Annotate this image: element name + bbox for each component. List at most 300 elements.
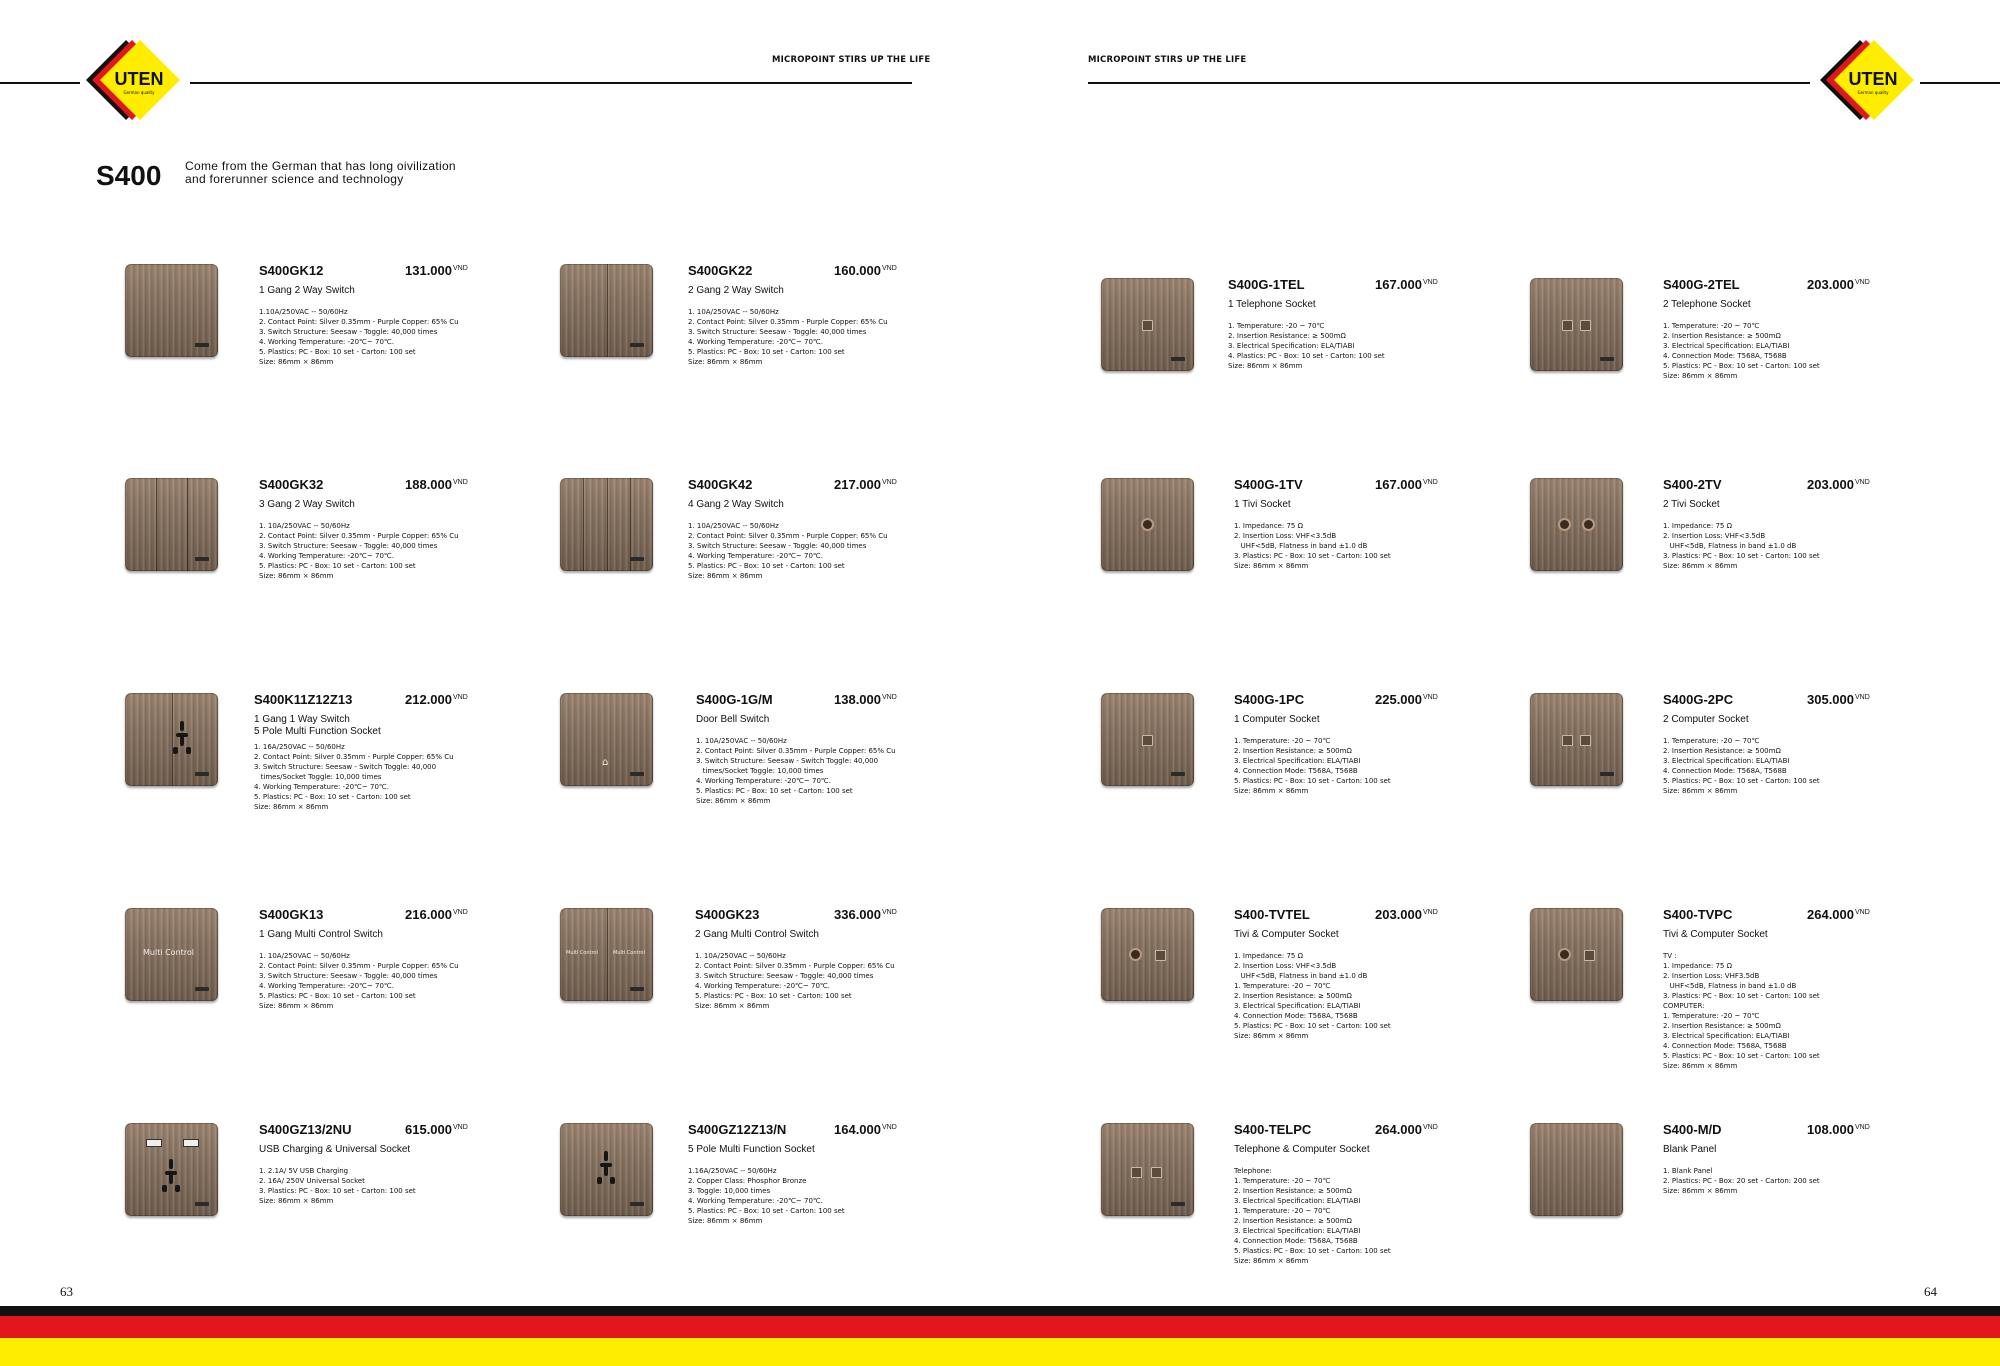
price-currency: VND [453, 478, 468, 486]
spec-line: 3. Electrical Specification: ELA/TIABI [1663, 1032, 1790, 1040]
spec-line: Telephone: [1234, 1167, 1272, 1175]
price-currency: VND [882, 1123, 897, 1131]
spec-line: 2. Contact Point: Silver 0.35mm - Purple Copper: 65% Cu [688, 318, 888, 326]
spec-line: 3. Electrical Specification: ELA/TIABI [1234, 1197, 1361, 1205]
spec-line: 5. Plastics: PC - Box: 10 set - Carton: 100 set [688, 562, 845, 570]
product-name-line: 2 Gang Multi Control Switch [695, 929, 819, 940]
product-price [1375, 692, 1438, 707]
product-name [1663, 1144, 1716, 1156]
product-image [1530, 478, 1623, 571]
spec-line: Size: 86mm × 86mm [1663, 1062, 1738, 1070]
spec-line: times/Socket Toggle: 10,000 times [696, 767, 824, 775]
price-currency: VND [1423, 478, 1438, 486]
product-name-line: Tivi & Computer Socket [1234, 929, 1339, 940]
price-value: 203.000 [1807, 277, 1854, 292]
spec-line: 2. Insertion Loss: VHF<3.5dB [1234, 962, 1337, 970]
spec-line: Size: 86mm × 86mm [259, 572, 334, 580]
price-value: 164.000 [834, 1122, 881, 1137]
page-number-left: 63 [60, 1284, 73, 1299]
spec-line: 1. Impedance: 75 Ω [1234, 952, 1303, 960]
spec-line: 3. Switch Structure: Seesaw - Toggle: 40,000 times [688, 328, 867, 336]
spec-line: 3. Switch Structure: Seesaw - Switch Toggle: 40,000 [696, 757, 879, 765]
product-image [125, 693, 218, 786]
plate-label: Multi Control [566, 950, 598, 956]
product-price [1807, 907, 1870, 922]
spec-line: 2. Plastics: PC - Box: 20 set - Carton: 200 set [1663, 1177, 1820, 1185]
spec-line: 4. Connection Mode: T568A, T568B [1663, 767, 1787, 775]
indicator-led [630, 987, 644, 991]
product-name [259, 285, 355, 297]
product-image [1101, 478, 1194, 571]
socket-pin [604, 1166, 608, 1176]
uten-logo-left [82, 30, 192, 140]
price-currency: VND [453, 264, 468, 272]
product-name [1663, 299, 1751, 311]
spec-line: Size: 86mm × 86mm [1663, 787, 1738, 795]
spec-line: 2. Insertion Resistance: ≥ 500mΩ [1234, 1217, 1352, 1225]
spec-line: 1. Temperature: -20 ~ 70℃ [1228, 322, 1325, 330]
product-image [1530, 278, 1623, 371]
product-name-line: 1 Gang Multi Control Switch [259, 929, 383, 940]
gang-seam [607, 908, 608, 1001]
product-price [834, 907, 897, 922]
spec-line: UHF<5dB, Flatness in band ±1.0 dB [1234, 542, 1368, 550]
product-price [834, 692, 897, 707]
product-specs [1663, 1166, 1820, 1196]
spec-line: Size: 86mm × 86mm [254, 803, 329, 811]
price-currency: VND [1423, 1123, 1438, 1131]
spec-line: 1. Temperature: -20 ~ 70℃ [1234, 982, 1331, 990]
product-name-line: Telephone & Computer Socket [1234, 1144, 1370, 1155]
product-code: S400G-1TEL [1228, 277, 1305, 292]
price-currency: VND [1423, 278, 1438, 286]
spec-line: 2. Insertion Resistance: ≥ 500mΩ [1234, 1187, 1352, 1195]
product-code: S400G-1PC [1234, 692, 1305, 707]
socket-pin [604, 1151, 608, 1161]
product-name [259, 929, 383, 941]
product-code: S400-TELPC [1234, 1122, 1312, 1137]
spec-line: UHF<5dB, Flatness in band ±1.0 dB [1234, 972, 1368, 980]
product-name [259, 1144, 410, 1156]
spec-line: 5. Plastics: PC - Box: 10 set - Carton: 100 set [695, 992, 852, 1000]
price-value: 217.000 [834, 477, 881, 492]
product-price [405, 263, 468, 278]
spec-line: COMPUTER: [1663, 1002, 1705, 1010]
price-currency: VND [1855, 278, 1870, 286]
series-description-line-1: Come from the German that has long oivilization [185, 159, 456, 173]
product-price [834, 477, 897, 492]
logo-subtext: German quality [123, 90, 155, 95]
spec-line: 4. Connection Mode: T568A, T568B [1234, 1012, 1358, 1020]
product-code: S400GK23 [695, 907, 760, 922]
logo-subtext: German quality [1857, 90, 1889, 95]
price-currency: VND [1423, 908, 1438, 916]
product-image [560, 693, 653, 786]
spec-line: 4. Connection Mode: T568A, T568B [1234, 767, 1358, 775]
indicator-led [195, 987, 209, 991]
product-price [405, 692, 468, 707]
spec-line: 1. Temperature: -20 ~ 70℃ [1663, 1012, 1760, 1020]
product-code: S400GK13 [259, 907, 324, 922]
spec-line: 1. Temperature: -20 ~ 70℃ [1663, 322, 1760, 330]
uten-logo-right [1816, 30, 1926, 140]
telephone-port [1131, 1167, 1142, 1178]
tv-coax-port [1582, 518, 1595, 531]
spec-line: 2. 16A/ 250V Universal Socket [259, 1177, 365, 1185]
product-image [125, 908, 218, 1001]
spec-line: 3. Switch Structure: Seesaw - Toggle: 40,000 times [259, 972, 438, 980]
product-name [1234, 499, 1291, 511]
header-rule-left-long [190, 82, 912, 84]
flag-stripe-red [0, 1316, 2000, 1338]
spec-line: 1.16A/250VAC -- 50/60Hz [688, 1167, 777, 1175]
tv-coax-port [1558, 948, 1571, 961]
spec-line: Size: 86mm × 86mm [1663, 372, 1738, 380]
product-name-line: 4 Gang 2 Way Switch [688, 499, 784, 510]
product-code: S400GZ12Z13/N [688, 1122, 787, 1137]
bell-icon: ⌂ [602, 757, 609, 768]
socket-pin [597, 1177, 602, 1184]
spec-line: Size: 86mm × 86mm [1234, 787, 1309, 795]
spec-line: 5. Plastics: PC - Box: 10 set - Carton: 100 set [696, 787, 853, 795]
flag-stripe-yellow [0, 1338, 2000, 1366]
product-image [1530, 693, 1623, 786]
spec-line: 1. Impedance: 75 Ω [1663, 962, 1732, 970]
spec-line: 3. Plastics: PC - Box: 10 set - Carton: 100 set [1663, 552, 1820, 560]
logo-text: UTEN [1848, 69, 1898, 89]
product-specs [259, 521, 459, 581]
product-name [688, 1144, 815, 1156]
product-price [1375, 477, 1438, 492]
socket-pin [173, 747, 178, 754]
spec-line: Size: 86mm × 86mm [696, 797, 771, 805]
series-description-line-2: and forerunner science and technology [185, 172, 404, 186]
product-image [125, 1123, 218, 1216]
spec-line: 2. Contact Point: Silver 0.35mm - Purple Copper: 65% Cu [259, 962, 459, 970]
usb-port [146, 1139, 162, 1147]
spec-line: 3. Switch Structure: Seesaw - Toggle: 40,000 times [259, 542, 438, 550]
socket-pin [180, 736, 184, 746]
product-price [1375, 1122, 1438, 1137]
spec-line: Size: 86mm × 86mm [1234, 1257, 1309, 1265]
indicator-led [630, 1202, 644, 1206]
product-name-line: Tivi & Computer Socket [1663, 929, 1768, 940]
product-specs [688, 307, 888, 367]
spec-line: Size: 86mm × 86mm [688, 358, 763, 366]
product-name-line: 1 Gang 2 Way Switch [259, 285, 355, 296]
product-name-line: 2 Tivi Socket [1663, 499, 1720, 510]
indicator-led [1600, 772, 1614, 776]
product-code: S400GK42 [688, 477, 753, 492]
price-value: 615.000 [405, 1122, 452, 1137]
spec-line: UHF<5dB, Flatness in band ±1.0 dB [1663, 982, 1797, 990]
product-name-line: 1 Gang 1 Way Switch [254, 714, 350, 725]
product-specs [259, 1166, 416, 1206]
product-image [560, 478, 653, 571]
plate-label: Multi Control [143, 948, 195, 957]
price-value: 336.000 [834, 907, 881, 922]
spec-line: Size: 86mm × 86mm [688, 1217, 763, 1225]
socket-pin [169, 1159, 173, 1169]
tv-coax-port [1558, 518, 1571, 531]
spec-line: 2. Contact Point: Silver 0.35mm - Purple Copper: 65% Cu [259, 532, 459, 540]
spec-line: 4. Working Temperature: -20℃~ 70℃. [259, 982, 394, 990]
product-name [254, 714, 381, 738]
spec-line: 3. Switch Structure: Seesaw - Toggle: 40,000 times [695, 972, 874, 980]
telephone-port [1155, 950, 1166, 961]
socket-pin [169, 1174, 173, 1184]
price-value: 305.000 [1807, 692, 1854, 707]
spec-line: Size: 86mm × 86mm [259, 1197, 334, 1205]
spec-line: 5. Plastics: PC - Box: 10 set - Carton: 100 set [1663, 777, 1820, 785]
spec-line: Size: 86mm × 86mm [1234, 1032, 1309, 1040]
spec-line: Size: 86mm × 86mm [1663, 562, 1738, 570]
product-specs [1234, 521, 1391, 571]
socket-pin [175, 1185, 180, 1192]
spec-line: 1. 10A/250VAC -- 50/60Hz [695, 952, 786, 960]
product-name-line: 1 Tivi Socket [1234, 499, 1291, 510]
spec-line: 3. Plastics: PC - Box: 10 set - Carton: 100 set [1234, 552, 1391, 560]
product-name [688, 285, 784, 297]
spec-line: 1. Temperature: -20 ~ 70℃ [1234, 737, 1331, 745]
spec-line: 5. Plastics: PC - Box: 10 set - Carton: 100 set [688, 348, 845, 356]
spec-line: 1. 10A/250VAC -- 50/60Hz [696, 737, 787, 745]
product-code: S400G-2TEL [1663, 277, 1740, 292]
spec-line: 2. Contact Point: Silver 0.35mm - Purple Copper: 65% Cu [254, 753, 454, 761]
product-image [1101, 278, 1194, 371]
spec-line: 1. Impedance: 75 Ω [1234, 522, 1303, 530]
spec-line: Size: 86mm × 86mm [695, 1002, 770, 1010]
spec-line: 5. Plastics: PC - Box: 10 set - Carton: 100 set [1234, 1247, 1391, 1255]
product-name-line: 2 Telephone Socket [1663, 299, 1751, 310]
spec-line: 2. Contact Point: Silver 0.35mm - Purple Copper: 65% Cu [696, 747, 896, 755]
indicator-led [195, 557, 209, 561]
spec-line: times/Socket Toggle: 10,000 times [254, 773, 382, 781]
spec-line: 4. Working Temperature: -20℃~ 70℃. [259, 552, 394, 560]
product-price [1807, 692, 1870, 707]
spec-line: 1. Blank Panel [1663, 1167, 1713, 1175]
spec-line: 2. Insertion Resistance: ≥ 500mΩ [1663, 332, 1781, 340]
spec-line: 2. Insertion Loss: VHF<3.5dB [1234, 532, 1337, 540]
indicator-led [195, 343, 209, 347]
spec-line: 3. Electrical Specification: ELA/TIABI [1228, 342, 1355, 350]
product-price [834, 1122, 897, 1137]
indicator-led [630, 343, 644, 347]
price-currency: VND [882, 693, 897, 701]
spec-line: 2. Contact Point: Silver 0.35mm - Purple Copper: 65% Cu [695, 962, 895, 970]
spec-line: 5. Plastics: PC - Box: 10 set - Carton: 100 set [688, 1207, 845, 1215]
spec-line: 3. Electrical Specification: ELA/TIABI [1234, 757, 1361, 765]
spec-line: 1. 10A/250VAC -- 50/60Hz [259, 952, 350, 960]
product-price [1807, 477, 1870, 492]
spec-line: 2. Contact Point: Silver 0.35mm - Purple Copper: 65% Cu [688, 532, 888, 540]
product-specs [1663, 321, 1820, 381]
spec-line: 4. Working Temperature: -20℃~ 70℃. [254, 783, 389, 791]
socket-pin [186, 747, 191, 754]
product-price [1375, 277, 1438, 292]
product-code: S400GZ13/2NU [259, 1122, 352, 1137]
product-name [1663, 929, 1768, 941]
product-name [259, 499, 355, 511]
product-name [688, 499, 784, 511]
spec-line: 1.10A/250VAC -- 50/60Hz [259, 308, 348, 316]
indicator-led [1600, 357, 1614, 361]
spec-line: 3. Switch Structure: Seesaw - Toggle: 40,000 times [259, 328, 438, 336]
spec-line: Size: 86mm × 86mm [1234, 562, 1309, 570]
price-currency: VND [453, 908, 468, 916]
flag-stripe-black [0, 1306, 2000, 1316]
spec-line: 3. Switch Structure: Seesaw - Switch Toggle: 40,000 [254, 763, 437, 771]
spec-line: 2. Insertion Resistance: ≥ 500mΩ [1234, 992, 1352, 1000]
spec-line: Size: 86mm × 86mm [688, 572, 763, 580]
product-specs [254, 742, 454, 812]
spec-line: 4. Working Temperature: -20℃~ 70℃. [695, 982, 830, 990]
product-name-line: 1 Computer Socket [1234, 714, 1320, 725]
price-value: 264.000 [1807, 907, 1854, 922]
product-name-line: 5 Pole Multi Function Socket [254, 726, 381, 737]
spec-line: 4. Working Temperature: -20℃~ 70℃. [259, 338, 394, 346]
spec-line: 1. 10A/250VAC -- 50/60Hz [688, 522, 779, 530]
telephone-port [1580, 320, 1591, 331]
indicator-led [1171, 357, 1185, 361]
price-value: 225.000 [1375, 692, 1422, 707]
product-name-line: 2 Computer Socket [1663, 714, 1749, 725]
spec-line: 1. Temperature: -20 ~ 70℃ [1234, 1177, 1331, 1185]
spec-line: Size: 86mm × 86mm [1228, 362, 1303, 370]
spec-line: 3. Electrical Specification: ELA/TIABI [1234, 1002, 1361, 1010]
product-image [560, 264, 653, 357]
product-price [405, 477, 468, 492]
price-currency: VND [882, 908, 897, 916]
indicator-led [630, 772, 644, 776]
spec-line: 4. Working Temperature: -20℃~ 70℃. [688, 1197, 823, 1205]
price-value: 108.000 [1807, 1122, 1854, 1137]
product-specs [1234, 736, 1391, 796]
price-value: 188.000 [405, 477, 452, 492]
price-currency: VND [1855, 478, 1870, 486]
spec-line: 1. 16A/250VAC -- 50/60Hz [254, 743, 345, 751]
spec-line: 3. Toggle: 10,000 times [688, 1187, 771, 1195]
product-specs [696, 736, 896, 806]
product-image [1530, 908, 1623, 1001]
indicator-led [1171, 1202, 1185, 1206]
price-value: 203.000 [1807, 477, 1854, 492]
product-code: S400-2TV [1663, 477, 1722, 492]
spec-line: 4. Connection Mode: T568A, T568B [1663, 1042, 1787, 1050]
spec-line: 2. Insertion Loss: VHF3.5dB [1663, 972, 1760, 980]
product-price [405, 1122, 468, 1137]
header-rule-right-short [1920, 82, 2000, 84]
product-code: S400G-1G/M [696, 692, 773, 707]
tv-coax-port [1129, 948, 1142, 961]
spec-line: Size: 86mm × 86mm [259, 1002, 334, 1010]
product-code: S400-TVTEL [1234, 907, 1310, 922]
product-specs [1663, 951, 1820, 1071]
spec-line: 2. Contact Point: Silver 0.35mm - Purple Copper: 65% Cu [259, 318, 459, 326]
gang-seam [583, 478, 584, 571]
product-specs [1663, 736, 1820, 796]
spec-line: 5. Plastics: PC - Box: 10 set - Carton: 100 set [254, 793, 411, 801]
spec-line: 2. Insertion Resistance: ≥ 500mΩ [1228, 332, 1346, 340]
indicator-led [630, 557, 644, 561]
usb-port [183, 1139, 199, 1147]
spec-line: 4. Connection Mode: T568A, T568B [1663, 352, 1787, 360]
spec-line: 5. Plastics: PC - Box: 10 set - Carton: 100 set [1234, 1022, 1391, 1030]
product-image [1101, 908, 1194, 1001]
product-code: S400-M/D [1663, 1122, 1722, 1137]
product-name [1663, 714, 1749, 726]
spec-line: 3. Switch Structure: Seesaw - Toggle: 40,000 times [688, 542, 867, 550]
spec-line: 5. Plastics: PC - Box: 10 set - Carton: 100 set [259, 348, 416, 356]
spec-line: TV : [1663, 952, 1677, 960]
spec-line: 4. Plastics: PC - Box: 10 set - Carton: 100 set [1228, 352, 1385, 360]
spec-line: 5. Plastics: PC - Box: 10 set - Carton: 100 set [259, 562, 416, 570]
spec-line: 2. Insertion Resistance: ≥ 500mΩ [1234, 747, 1352, 755]
spec-line: 2. Insertion Resistance: ≥ 500mΩ [1663, 1022, 1781, 1030]
product-price [405, 907, 468, 922]
price-value: 167.000 [1375, 277, 1422, 292]
product-image [1101, 693, 1194, 786]
product-name [695, 929, 819, 941]
price-currency: VND [882, 264, 897, 272]
product-code: S400GK12 [259, 263, 324, 278]
tagline-right: MICROPOINT STIRS UP THE LIFE [1088, 55, 1247, 65]
product-specs [1234, 951, 1391, 1041]
spec-line: 4. Connection Mode: T568A, T568B [1234, 1237, 1358, 1245]
product-specs [695, 951, 895, 1011]
header-rule-left-short [0, 82, 80, 84]
gang-seam [156, 478, 157, 571]
spec-line: 5. Plastics: PC - Box: 10 set - Carton: 100 set [1663, 362, 1820, 370]
product-specs [259, 307, 459, 367]
tv-coax-port [1141, 518, 1154, 531]
product-price [1375, 907, 1438, 922]
product-code: S400G-2PC [1663, 692, 1734, 707]
spec-line: 1. 10A/250VAC -- 50/60Hz [259, 522, 350, 530]
price-currency: VND [1855, 1123, 1870, 1131]
computer-port [1151, 1167, 1162, 1178]
product-image [125, 478, 218, 571]
spec-line: Size: 86mm × 86mm [259, 358, 334, 366]
spec-line: Size: 86mm × 86mm [1663, 1187, 1738, 1195]
spec-line: 5. Plastics: PC - Box: 10 set - Carton: 100 set [1234, 777, 1391, 785]
header-rule-right-long [1088, 82, 1810, 84]
product-specs [1228, 321, 1385, 371]
product-name [696, 714, 769, 726]
product-price [1807, 1122, 1870, 1137]
product-name-line: Door Bell Switch [696, 714, 770, 725]
product-code: S400-TVPC [1663, 907, 1733, 922]
gang-seam [607, 264, 608, 357]
product-name [1234, 1144, 1370, 1156]
spec-line: 1. Temperature: -20 ~ 70℃ [1663, 737, 1760, 745]
product-code: S400G-1TV [1234, 477, 1303, 492]
computer-port [1562, 735, 1573, 746]
product-name [1234, 714, 1320, 726]
product-image [125, 264, 218, 357]
spec-line: 5. Plastics: PC - Box: 10 set - Carton: 100 set [1663, 1052, 1820, 1060]
product-specs [1663, 521, 1820, 571]
price-currency: VND [1423, 693, 1438, 701]
telephone-port [1562, 320, 1573, 331]
page-number-right: 64 [1924, 1284, 1937, 1299]
spec-line: 3. Electrical Specification: ELA/TIABI [1234, 1227, 1361, 1235]
product-image [560, 1123, 653, 1216]
series-code: S400 [96, 160, 162, 191]
computer-port [1142, 735, 1153, 746]
product-name-line: Blank Panel [1663, 1144, 1717, 1155]
spec-line: 1. 10A/250VAC -- 50/60Hz [688, 308, 779, 316]
